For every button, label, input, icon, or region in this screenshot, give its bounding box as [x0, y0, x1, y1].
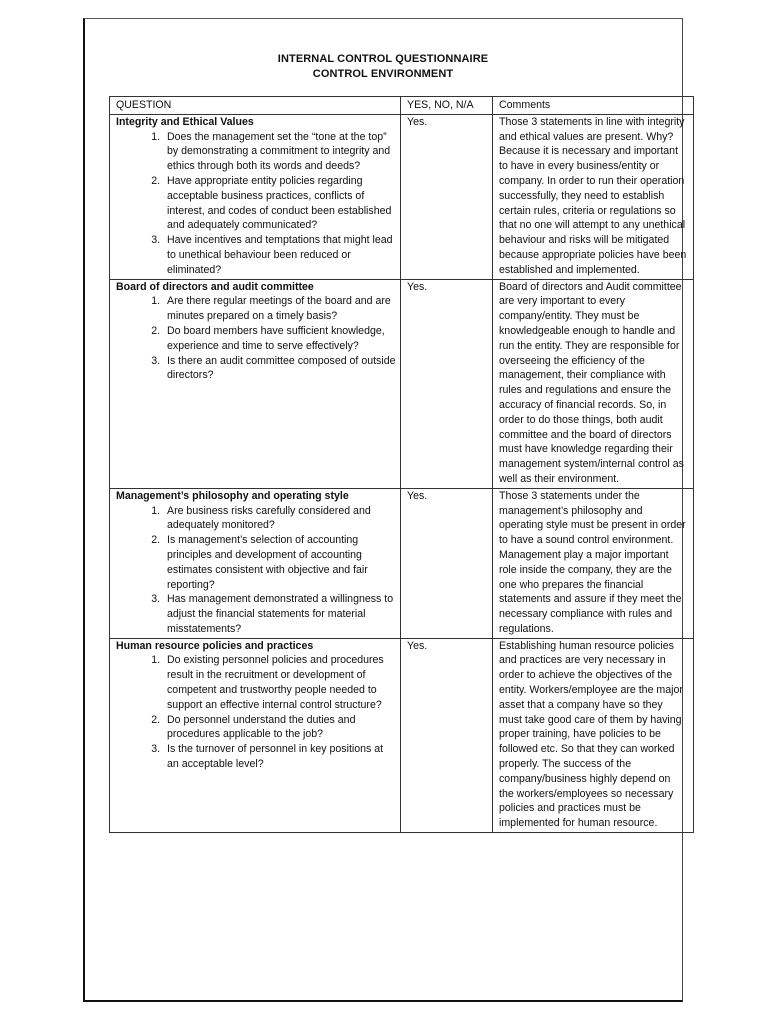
question-item: 1. Are there regular meetings of the board and are minutes prepared on a timely basis?	[163, 294, 397, 324]
comment-cell	[493, 114, 694, 279]
comment-text: Those 3 statements in line with integrity and ethical values are present. Why? Because it is necessary and important to have in every business/entity or company. In order to run their operation successfully, they need to establish certain rules, criteria or regulations so that no one will attempt to any unethical behaviour and risks will be mitigated because appropriate policies have been established and implemented.	[499, 115, 687, 276]
section-heading: Integrity and Ethical Values	[116, 115, 254, 128]
document-title: INTERNAL CONTROL QUESTIONNAIRE	[277, 53, 489, 65]
column-header-comments: Comments	[493, 97, 694, 115]
comment-cell	[493, 638, 694, 832]
answer-value: Yes.	[407, 280, 428, 293]
document-subtitle: CONTROL ENVIRONMENT	[312, 68, 454, 80]
question-item: 3. Have incentives and temptations that might lead to unethical behaviour been reduced or eliminated?	[163, 233, 397, 277]
answer-value: Yes.	[407, 115, 428, 128]
column-header-answer: YES, NO, N/A	[401, 97, 493, 115]
comment-text: Establishing human resource policies and practices are very necessary in order to achieve the objectives of the entity. Workers/employee are the major asset that a company have so they must take good care of them by having proper training, have policies to be followed etc. So that they can worked properly. The success of the company/business highly depend on the workers/employees so necessary policies and practices must be implemented for human resource.	[499, 639, 683, 830]
question-item: 1. Do existing personnel policies and procedures result in the recruitment or development of competent and trustworthy people needed to support an effective internal control structure?	[163, 653, 397, 712]
question-list	[116, 294, 397, 383]
question-item: 2. Do board members have sufficient knowledge, experience and time to serve effectively?	[163, 324, 397, 354]
question-item: 2. Do personnel understand the duties and procedures applicable to the job?	[163, 713, 397, 743]
section-heading: Board of directors and audit committee	[116, 280, 314, 293]
question-cell	[110, 638, 401, 832]
comment-text: Board of directors and Audit committee are very important to every company/entity. They must be knowledgeable enough to handle and run the entity. They are responsible for overseeing the efficiency of the management, their compliance with rules and regulations and ensure the accuracy of financial records. So, in order to do those things, both audit committee and the board of directors must have knowledge regarding their management system/internal control as well as their environment.	[499, 280, 684, 485]
comment-cell	[493, 488, 694, 638]
section-heading: Management’s philosophy and operating style	[116, 489, 349, 502]
answer-value: Yes.	[407, 639, 428, 652]
question-item: 2. Have appropriate entity policies regarding acceptable business practices, conflicts of interest, and codes of conduct been established and adequately communicated?	[163, 174, 397, 233]
questionnaire-table	[109, 96, 694, 833]
question-list	[116, 130, 397, 278]
answer-cell	[401, 279, 493, 488]
question-item: 3. Is the turnover of personnel in key positions at an acceptable level?	[163, 742, 397, 772]
table-row	[110, 114, 694, 279]
question-cell	[110, 488, 401, 638]
table-header-row	[110, 97, 694, 115]
question-item: 1. Does the management set the “tone at the top” by demonstrating a commitment to integrity and ethics through both its words and deeds?	[163, 130, 397, 174]
table-row	[110, 279, 694, 488]
comment-cell	[493, 279, 694, 488]
question-item: 3. Has management demonstrated a willingness to adjust the financial statements for material misstatements?	[163, 592, 397, 636]
answer-cell	[401, 488, 493, 638]
question-item: 2. Is management’s selection of accounting principles and development of accounting estimates consistent with objective and fair reporting?	[163, 533, 397, 592]
question-list	[116, 653, 397, 771]
answer-cell	[401, 638, 493, 832]
comment-text: Those 3 statements under the management’s philosophy and operating style must be present in order to have a sound control environment. Management play a major important role inside the company, they are the one who prepares the financial statements and assure if they meet the necessary compliance with rules and regulations.	[499, 489, 686, 635]
section-heading: Human resource policies and practices	[116, 639, 314, 652]
question-item: 3. Is there an audit committee composed of outside directors?	[163, 354, 397, 384]
table-row	[110, 638, 694, 832]
question-cell	[110, 279, 401, 488]
answer-cell	[401, 114, 493, 279]
answer-value: Yes.	[407, 489, 428, 502]
question-cell	[110, 114, 401, 279]
column-header-question: QUESTION	[110, 97, 401, 115]
question-item: 1. Are business risks carefully considered and adequately monitored?	[163, 504, 397, 534]
table-row	[110, 488, 694, 638]
question-list	[116, 504, 397, 637]
